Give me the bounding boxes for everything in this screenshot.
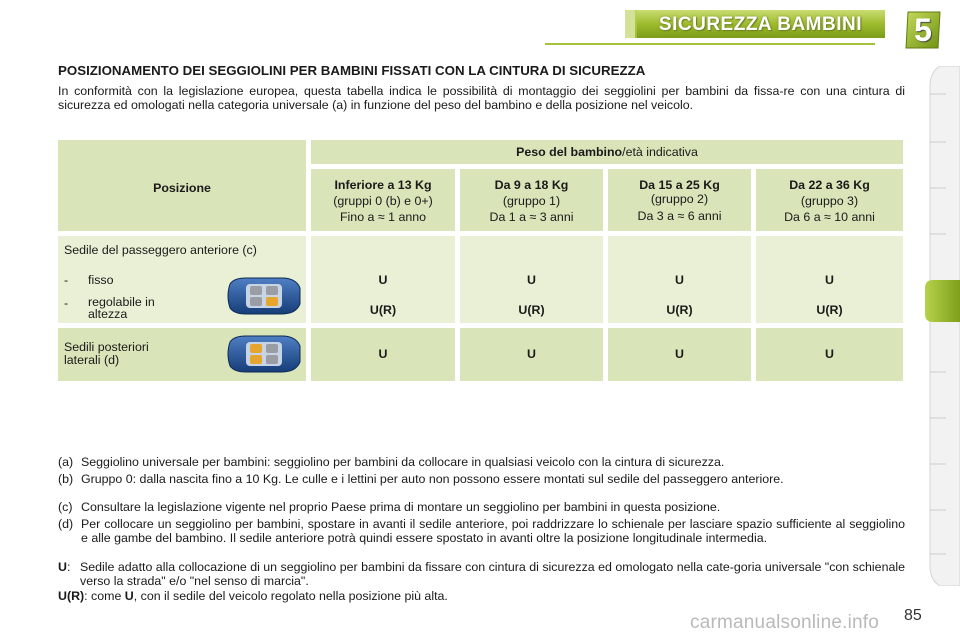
row-front-seat-label <box>58 236 306 323</box>
weight-header <box>311 144 903 160</box>
page-title: POSIZIONAMENTO DEI SEGGIOLINI PER BAMBINI FISSATI CON LA CINTURA DI SICUREZZA <box>58 63 646 78</box>
column-age: Da 3 a ≈ 6 anni <box>637 209 722 223</box>
weight-header-bold: Peso del bambino <box>516 145 623 159</box>
row-front-seat-col-0 <box>311 236 455 323</box>
chapter-tab-strip <box>926 66 960 586</box>
column-header-3 <box>756 169 903 231</box>
row-front-seat-col-3 <box>756 236 903 323</box>
chapter-tab-active[interactable] <box>925 280 960 322</box>
value: U <box>825 347 834 361</box>
position-header: Posizione <box>153 181 211 195</box>
row-rear-seat-col-3 <box>756 328 903 381</box>
column-header-1 <box>460 169 603 231</box>
column-group: (gruppo 3) <box>800 194 859 208</box>
footnote-text: Gruppo 0: dalla nascita fino a 10 Kg. Le culle e i lettini per auto non possono essere montati sul sedile del passeggero anteriore. <box>81 472 784 486</box>
column-group: (gruppo 2) <box>650 192 709 206</box>
value-adjustable: U(R) <box>518 303 545 317</box>
car-front-seat-icon <box>224 276 302 316</box>
row-label: Sedili posteriori laterali (d) <box>64 340 149 367</box>
sub-label-adjustable: regolabile in altezza <box>88 295 155 321</box>
footnote-key: (b) <box>58 472 74 486</box>
weight-header-cell <box>311 140 903 164</box>
legend-text: , con il sedile del veicolo regolato nella posizione più alta. <box>133 589 448 603</box>
sub-dash: - <box>64 273 69 287</box>
column-header-2 <box>608 169 751 231</box>
footnote-text: Consultare la legislazione vigente nel proprio Paese prima di montare un seggiolino per bambini in questa posizione. <box>81 500 721 514</box>
column-title: Inferiore a 13 Kg <box>334 178 432 192</box>
footnote-text: Seggiolino universale per bambini: seggiolino per bambini da collocare in qualsiasi veicolo con la cintura di sicurezza. <box>81 455 725 469</box>
intro-paragraph: In conformità con la legislazione europea, questa tabella indica le possibilità di montaggio dei seggiolini per bambini da fissa-re con una cintura di sicurezza ed omologati nella categoria universale (a) in funzione del peso del bambino e della posizione nel veicolo. <box>58 84 905 112</box>
row-front-seat-col-2 <box>608 236 751 323</box>
footnote-key: (a) <box>58 455 74 469</box>
column-title: Da 15 a 25 Kg <box>639 178 720 192</box>
value-adjustable: U(R) <box>666 303 693 317</box>
legend-sep: : come <box>84 589 122 603</box>
value: U <box>675 347 684 361</box>
value-adjustable: U(R) <box>369 303 397 317</box>
chapter-title: SICUREZZA BAMBINI <box>658 14 862 35</box>
sub-dash: - <box>64 296 69 310</box>
row-rear-seat-col-1 <box>460 328 603 381</box>
legend-u <box>58 561 905 588</box>
value: U <box>378 347 388 361</box>
footnote-text: Per collocare un seggiolino per bambini, spostare in avanti il sedile anteriore, poi raddrizzare lo schienale per lasciare spazio sufficiente al seggiolino e alle gambe del bambino. Il sedile anteriore potrà quindi essere spostato in avanti oltre la posizione longitudinale intermedia. <box>81 517 905 545</box>
column-age: Da 1 a ≈ 3 anni <box>489 210 574 224</box>
footnote-d <box>58 518 905 545</box>
column-group: (gruppo 1) <box>502 194 561 208</box>
value-fixed: U <box>527 273 536 287</box>
sub-label-fixed: fisso <box>88 273 114 287</box>
row-label: Sedile del passeggero anteriore (c) <box>64 243 257 257</box>
footnote-b <box>58 473 905 487</box>
value-fixed: U <box>378 273 388 287</box>
legend-key: U: <box>58 560 71 574</box>
row-rear-seat-col-2 <box>608 328 751 381</box>
column-title: Da 22 a 36 Kg <box>789 178 870 192</box>
row-front-seat-col-1 <box>460 236 603 323</box>
column-group: (gruppi 0 (b) e 0+) <box>333 194 433 208</box>
value: U <box>527 347 536 361</box>
legend-key: U(R) <box>58 589 85 603</box>
legend-ur <box>58 590 905 604</box>
legend-bold: U <box>124 589 134 603</box>
footnote-key: (d) <box>58 517 74 531</box>
value-fixed: U <box>825 273 834 287</box>
row-rear-seat-label <box>58 328 306 381</box>
row-rear-seat-col-0 <box>311 328 455 381</box>
footnote-c <box>58 501 905 515</box>
column-age: Da 6 a ≈ 10 anni <box>784 210 875 224</box>
watermark: carmanualsonline.info <box>690 612 880 633</box>
footnote-a <box>58 456 905 470</box>
value-adjustable: U(R) <box>816 303 843 317</box>
chapter-number: 5 <box>914 12 932 48</box>
position-header-cell <box>58 140 306 231</box>
column-title: Da 9 a 18 Kg <box>494 178 569 192</box>
legend-text: Sedile adatto alla collocazione di un seggiolino per bambini da fissare con cintura di sicurezza ed omologato nella cate-goria universale "con schienale verso la strada" e/o "nel senso di marcia". <box>80 560 905 588</box>
column-header-0 <box>311 169 455 231</box>
footnote-key: (c) <box>58 500 73 514</box>
column-age: Fino a ≈ 1 anno <box>339 210 427 224</box>
car-rear-seat-icon <box>224 334 302 374</box>
value-fixed: U <box>675 273 684 287</box>
page-number: 85 <box>904 607 922 624</box>
weight-header-rest: /età indicativa <box>622 145 698 159</box>
